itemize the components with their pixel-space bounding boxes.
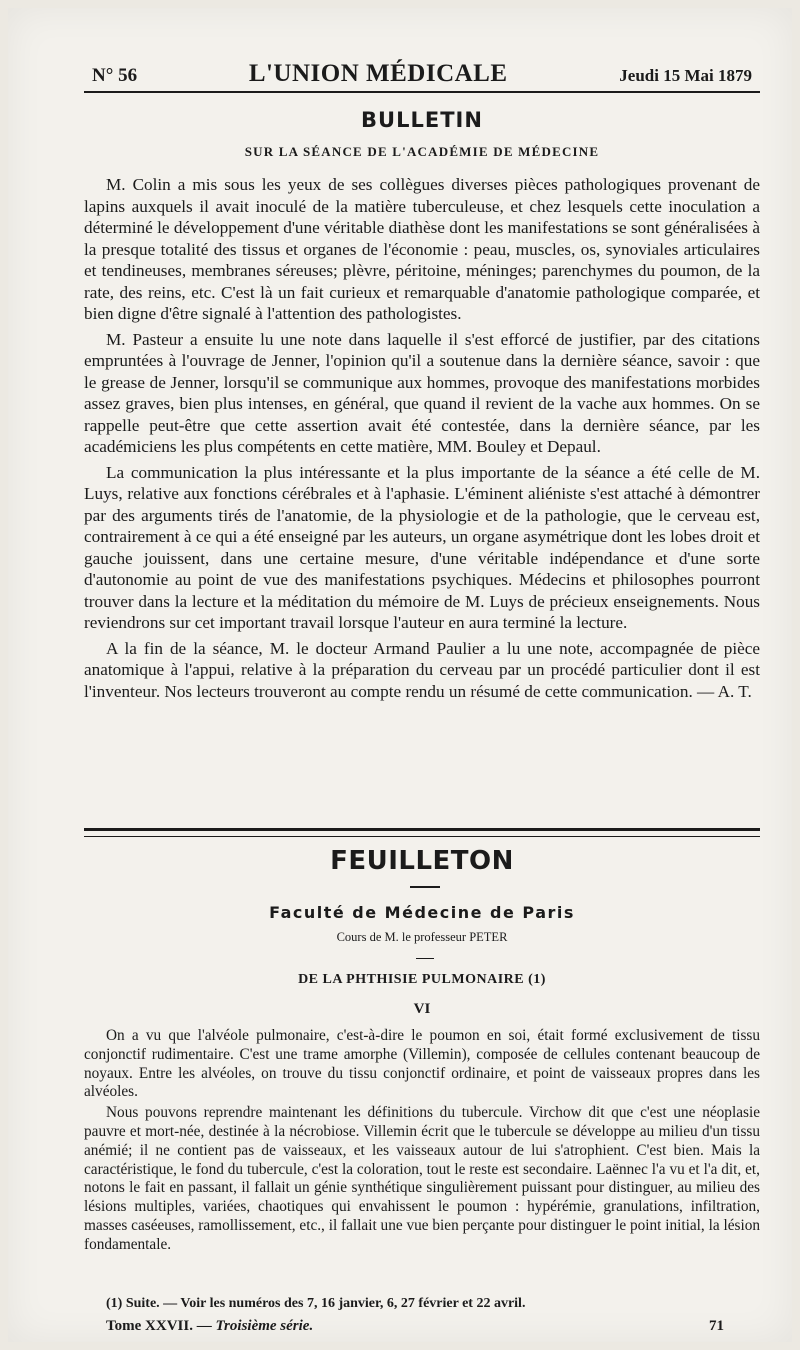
cours-dash [416,958,434,959]
bulletin-paragraph: M. Pasteur a ensuite lu une note dans laquelle il s'est efforcé de justifier, par des citations empruntées à l'ouvrage de Jenner, l'opinion qu'il a soutenue dans la dernière séance, savoir : que le grease de Jenner, lorsqu'il se communique aux hommes, provoque des manifestations morbides assez graves, bien plus intenses, en général, que quand il revient de la vache aux hommes. On se rappelle peut-être que cette assertion avait été contestée, dans la dernière séance, par les académiciens les plus compétents en cette matière, MM. Bouley et Depaul. [84,329,760,456]
feuilleton-body [84,1027,760,1257]
section-divider [84,828,760,837]
bulletin-paragraph: La communication la plus intéressante et la plus importante de la séance a été celle de M. Luys, relative aux fonctions cérébrales et à l'aphasie. L'éminent aliéniste s'est attaché à démontrer par des arguments tirés de l'anatomie, de la physiologie et de la pathologie, que le cerveau est, contrairement à ce qui a été enseigné par les auteurs, un organe asymétrique dont les lobes droit et gauche jouissent, dans une certaine mesure, d'une véritable indépendance et d'une sorte d'autonomie au point de vue des manifestations psychiques. Médecins et philosophes pourront trouver dans la lecture et la méditation du mémoire de M. Luys de précieux enseignements. Nous reviendrons sur cet important travail lorsque l'auteur en aura terminé la lecture. [84,462,760,632]
section-title: DE LA PHTHISIE PULMONAIRE (1) [298,972,546,987]
header-rule [84,91,760,93]
feuilleton-title: FEUILLETON [330,846,514,876]
page-number: 71 [709,1318,724,1334]
volume-info [84,1318,313,1335]
issue-number: N° 56 [92,65,138,86]
feuilleton-paragraph: On a vu que l'alvéole pulmonaire, c'est-à-dire le poumon en soi, était formé exclusivement de tissu conjonctif rudimentaire. C'est une trame amorphe (Villemin), composée de cellules contenant beaucoup de noyaux. Entre les alvéoles, on trouve du tissu conjonctif ordinaire, et point de vaisseaux propres dans les alvéoles. [84,1027,760,1101]
bulletin-body [84,174,760,706]
journal-title: L'UNION MÉDICALE [248,60,508,87]
faculte-heading: Faculté de Médecine de Paris [269,903,575,922]
page-header [92,60,752,94]
chapter-number: VI [413,1001,431,1017]
title-dash [410,886,440,888]
bulletin-title: BULLETIN [361,108,483,132]
cours-line: Cours de M. le professeur PETER [336,930,508,944]
series-label: Troisième série. [215,1318,314,1334]
volume-label: Tome XXVII. — [106,1318,212,1334]
footnote: (1) Suite. — Voir les numéros des 7, 16 janvier, 6, 27 février et 22 avril. [106,1296,526,1311]
feuilleton-paragraph: Nous pouvons reprendre maintenant les définitions du tubercule. Virchow dit que c'est une néoplasie pauvre et mort-née, destinée à la nécrobiose. Villemin écrit que le tubercule se développe au milieu d'un tissu anémié; il ne contient pas de vaisseaux, et les vaisseaux autour de lui s'atrophient. C'est bien. Mais la caractéristique, le fond du tubercule, c'est la coloration, tout le reste est secondaire. Laënnec l'a vu et l'a dit, et, notons le fait en passant, il fallait un génie synthétique singulièrement puissant pour distinguer, au milieu des lésions multiples, variées, chaotiques qui envahissent le poumon : hypérémie, granulations, infiltration, masses caséeuses, ramollissement, etc., il fallait une vue bien perçante pour distinguer le point initial, la lésion fondamentale. [84,1104,760,1253]
issue-date: Jeudi 15 Mai 1879 [619,66,752,85]
bulletin-subtitle: SUR LA SÉANCE DE L'ACADÉMIE DE MÉDECINE [244,144,600,159]
bulletin-paragraph: A la fin de la séance, M. le docteur Armand Paulier a lu une note, accompagnée de pièce anatomique à l'appui, relative à la préparation du cerveau par un procédé particulier dont il est l'inventeur. Nos lecteurs trouveront au compte rendu un résumé de cette communication. — A. T. [84,638,760,701]
bulletin-paragraph: M. Colin a mis sous les yeux de ses collègues diverses pièces pathologiques provenant de lapins auxquels il avait inoculé de la matière tuberculeuse, et chez lesquels cette inoculation a déterminé le développement d'une véritable diathèse dont les manifestations se sont généralisées à la presque totalité des tissus et organes de l'économie : peau, muscles, os, synoviales articulaires et tendineuses, membranes séreuses; plèvre, péritoine, méninges; parenchymes du poumon, de la rate, des reins, etc. C'est là un fait curieux et remarquable d'anatomie pathologique comparée, et bien digne d'être signalé à l'attention des pathologistes. [84,175,760,323]
page-footer [84,1318,760,1335]
